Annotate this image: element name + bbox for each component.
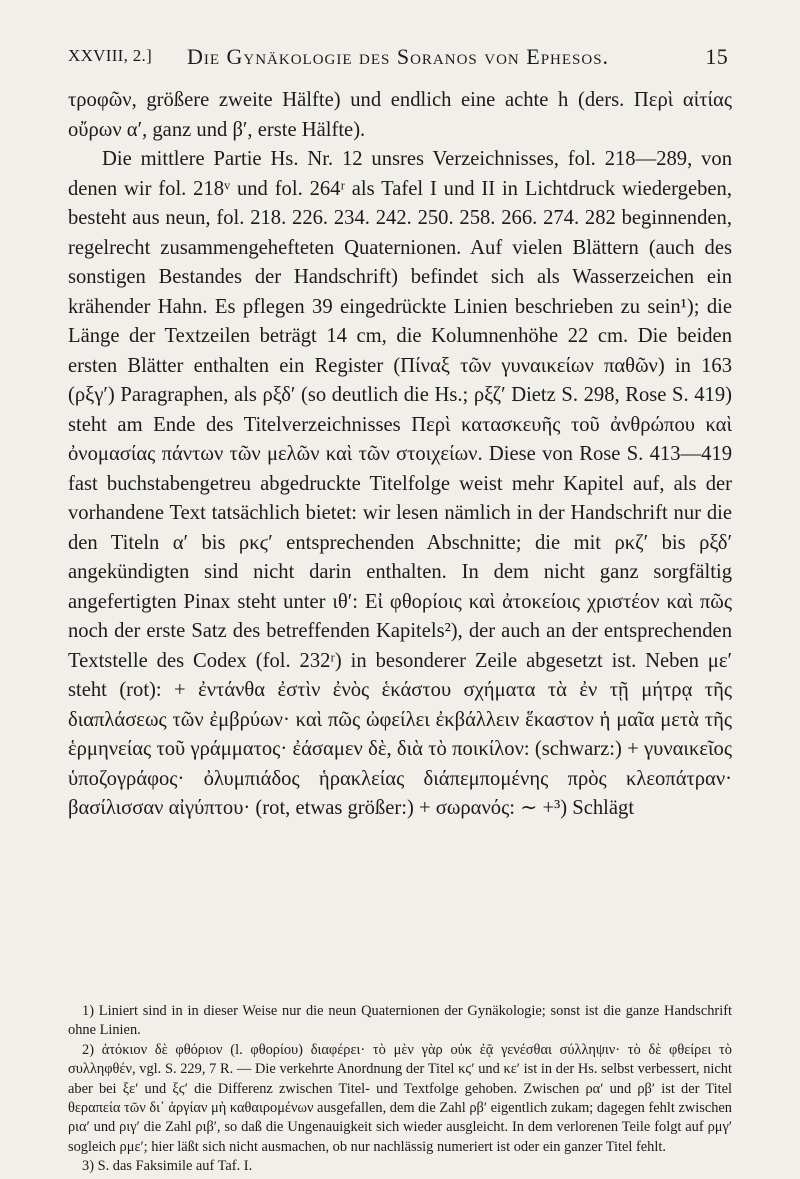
page-number: 15 [705, 44, 728, 69]
footnote-2: 2) ἀτόκιον δὲ φθόριον (l. φθορίου) διαφέρει· τὸ μὲν γὰρ οὐκ ἐᾷ γενέσθαι σύλληψιν· τὸ δὲ φθείρει τὸ συλληφθέν, vgl. S. 229, 7 R. — Die verkehrte Anordnung der Titel κϛ′ und κε′ ist in der Hs. selbst verbessert, nicht aber bei ξε′ und ξϛ′ die Differenz zwischen Titel- und Textfolge gehoben. Zwischen ρα′ und ρβ′ ist der Titel θεραπεία τῶν δι᾽ ἀργίαν μὴ καθαιρομένων ausgefallen, dem die Zahl ρβ′ eigentlich zukam; dagegen fehlt zwischen ρια′ und ριγ′ die Zahl ριβ′, so daß die Ungenauigkeit sich wieder ausgleicht. In dem verlorenen Teile folgt auf ρμγ′ sogleich ρμε′; hier läßt sich nicht ausmachen, ob nur nachlässig numeriert ist oder ein ganzer Titel fehlt. [68, 1041, 732, 1155]
footnote-1: 1) Liniert sind in in dieser Weise nur die neun Quaternionen der Gynäkologie; sonst ist die ganze Handschrift ohne Linien. [68, 1003, 732, 1039]
page-title: Die Gynäkologie des Soranos von Ephesos. [186, 44, 610, 69]
running-header [68, 44, 728, 72]
footnotes [68, 1002, 732, 1177]
section-signature: XXVIII, 2.] [68, 46, 153, 65]
footnote-3: 3) S. das Faksimile auf Taf. I. [82, 1158, 253, 1175]
main-text [68, 86, 732, 824]
paragraph-2: Die mittlere Partie Hs. Nr. 12 unsres Verzeichnisses, fol. 218—289, von denen wir fol. 218ᵛ und fol. 264ʳ als Tafel I und II in Lichtdruck wiedergeben, besteht aus neun, fol. 218. 226. 234. 242. 250. 258. 266. 274. 282 beginnenden, regelrecht zusammengehefteten Quaternionen. Auf vielen Blättern (auch des sonstigen Bestandes der Handschrift) befindet sich als Wasserzeichen ein krähender Hahn. Es pflegen 39 eingedrückte Linien beschrieben zu sein¹); die Länge der Textzeilen beträgt 14 cm, die Kolumnenhöhe 22 cm. Die beiden ersten Blätter enthalten ein Register (Πίναξ τῶν γυναικείων παθῶν) in 163 (ρξγ′) Paragraphen, als ρξδ′ (so deutlich die Hs.; ρξζ′ Dietz S. 298, Rose S. 419) steht am Ende des Titelverzeichnisses Περὶ κατασκευῆς τοῦ ἀνθρώπου καὶ ὀνομασίας πάντων τῶν μελῶν καὶ τῶν στοιχείων. Diese von Rose S. 413—419 fast buchstabengetreu abgedruckte Titelfolge weist mehr Kapitel auf, als der vorhandene Text tatsächlich bietet: wir lesen nämlich in der Handschrift nur die den Titeln α′ bis ρκϛ′ entsprechenden Abschnitte; die mit ρκζ′ bis ρξδ′ angekündigten sind nicht darin enthalten. In dem nicht ganz sorgfältig angefertigten Pinax steht unter ιθ′: Εἰ φθορίοις καὶ ἀτοκείοις χριστέον καὶ πῶς noch der erste Satz des betreffenden Kapitels²), der auch an der entsprechenden Textstelle des Codex (fol. 232ʳ) in besonderer Zeile abgesetzt ist. Neben με′ steht (rot): + ἐντάνθα ἐστὶν ἐνὸς ἑκάστου σχήματα τὰ ἐν τῇ μήτρᾳ τῆς διαπλάσεως τῶν ἐμβρύων· καὶ πῶς ὠφείλει ἐκβάλλειν ἕκαστον ἡ μαῖα μετὰ τῆς ἑρμηνείας τοῦ γράμματος· ἐάσαμεν δὲ, διὰ τὸ ποικίλον: (schwarz:) + γυναικεῖος ὑποζογράφος· ὀλυμπιάδος ἡρακλείας διάπεμπομένης πρὸς κλεοπάτραν· βασίλισσαν αἰγύπτου· (rot, etwas größer:) + σωρανός: ∼ +³) Schlägt [68, 148, 732, 819]
paragraph-1: τροφῶν, größere zweite Hälfte) und endlich eine achte h (ders. Περὶ αἰτίας οὔρων α′, ganz und β′, erste Hälfte). [68, 89, 732, 141]
